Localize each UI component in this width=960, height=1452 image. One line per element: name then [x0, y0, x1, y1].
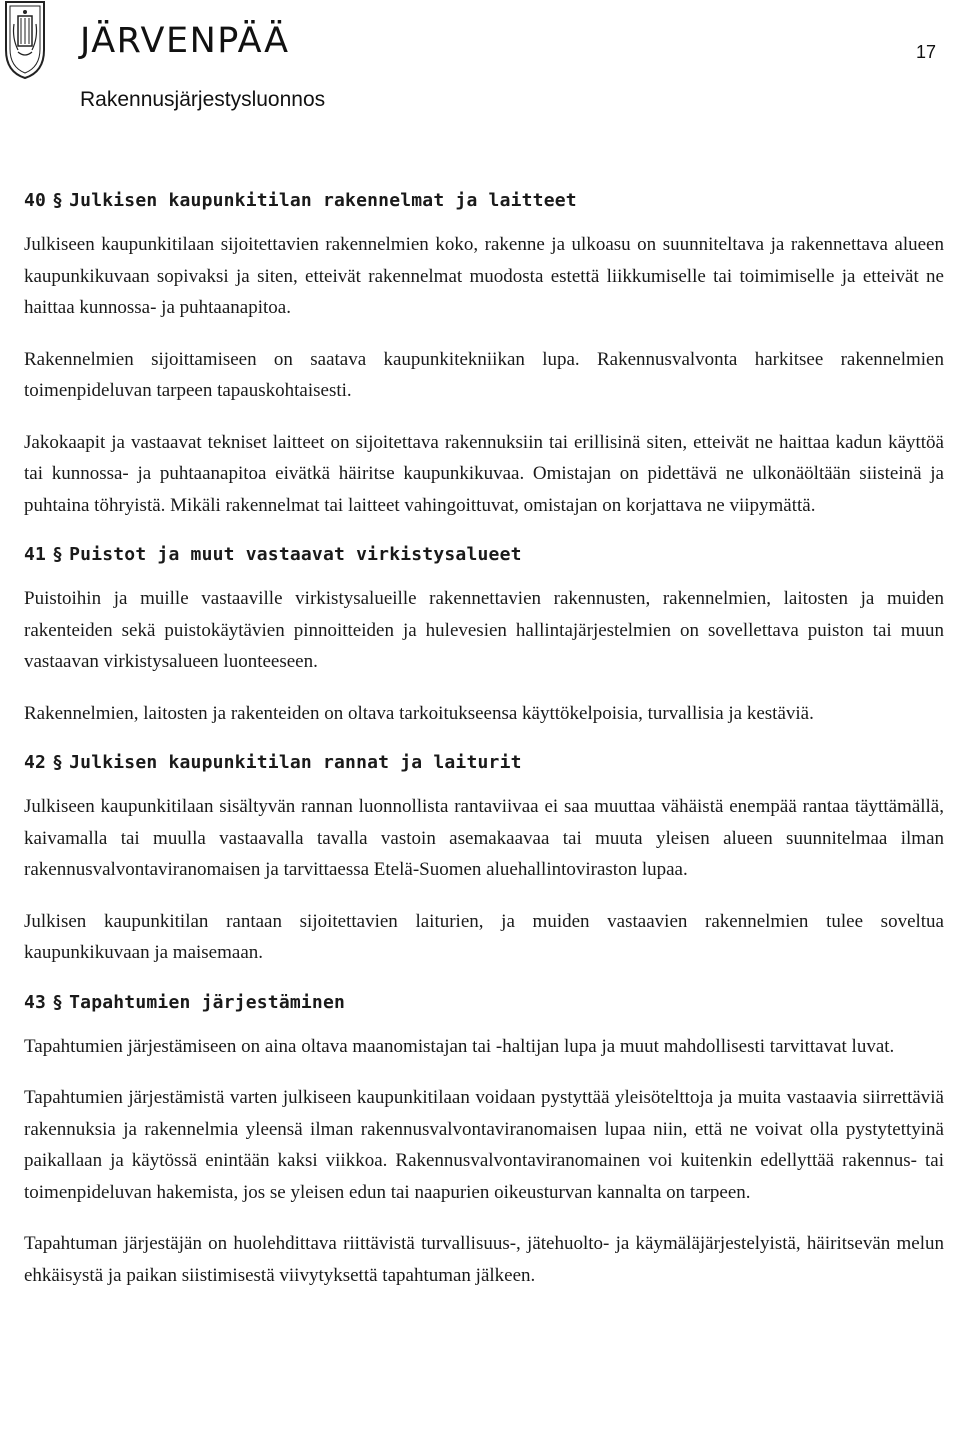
- paragraph: Tapahtumien järjestämistä varten julkiseen kaupunkitilaan voidaan pystyttää yleisötelttoja ja muita vastaavia siirrettäviä rakennuksia ja rakennelmia yleensä ilman rakennusvalvontaviranomaisen lupaa niin, että ne voivat olla pystytettyinä paikallaan ja käytössä enintään kaksi viikkoa. Rakennusvalvontaviranomainen voi kuitenkin edellyttää rakennus- tai toimenpideluvan hakemista, jos se yleisen edun tai naapurien oikeusturvan kannalta on tarpeen.: [24, 1087, 944, 1203]
- section-heading: [24, 541, 944, 569]
- section-43: [24, 989, 944, 1292]
- page-number: 17: [915, 42, 936, 62]
- section-42: [24, 749, 944, 969]
- paragraph-symbol: §: [52, 544, 64, 565]
- paragraph-symbol: §: [52, 991, 64, 1013]
- paragraph: Julkiseen kaupunkitilaan sijoitettavien rakennelmien koko, rakenne ja ulkoasu on suunniteltava ja rakennettava alueen kaupunkikuvaan sopivaksi ja siten, etteivät rakennelmat muodosta estettä liikkumiselle tai toimimiselle ja etteivät ne haittaa kunnossa- ja puhtaanapitoa.: [24, 234, 944, 318]
- paragraph: Julkisen kaupunkitilan rantaan sijoitettavien laiturien, ja muiden vastaavien rakennelmien tulee soveltua kaupunkikuvaan ja maisemaan.: [24, 910, 944, 963]
- section-number: 40: [24, 190, 47, 211]
- document-subtitle: Rakennusjärjestysluonnos: [80, 88, 326, 111]
- section-heading: [24, 187, 944, 215]
- section-number: 43: [24, 991, 47, 1013]
- section-title: Julkisen kaupunkitilan rannat ja laiturit: [69, 752, 522, 773]
- document-header: [0, 0, 960, 120]
- paragraph: Puistoihin ja muille vastaaville virkistysalueille rakennettavien rakennusten, rakennelmien, laitosten ja muiden rakenteiden sekä puistokäytävien pinnoitteiden ja hulevesien hallintajärjestelmien on sovellettava puiston tai muun vastaavan virkistysalueen luonteeseen.: [24, 588, 944, 672]
- section-title: Tapahtumien järjestäminen: [69, 991, 346, 1013]
- paragraph-symbol: §: [52, 190, 64, 211]
- section-heading: [24, 989, 944, 1017]
- paragraph: Jakokaapit ja vastaavat tekniset laitteet on sijoitettava rakennuksiin tai erillisinä siten, etteivät ne haittaa kadun käyttöä tai kunnossa- ja puhtaanapitoa eivätkä häiritse kaupunkikuvaa. Omistajan on pidettävä ne ulkonäöltään siisteinä ja puhtaina töhryistä. Mikäli rakennelmat tai laitteet vahingoittuvat, omistajan on korjattava ne viipymättä.: [24, 431, 944, 516]
- section-heading: [24, 749, 944, 777]
- section-title: Puistot ja muut vastaavat virkistysalueet: [69, 544, 522, 565]
- section-title: Julkisen kaupunkitilan rakennelmat ja laitteet: [69, 190, 577, 211]
- document-body: [24, 187, 944, 1311]
- paragraph: Tapahtumien järjestämiseen on aina oltava maanomistajan tai -haltijan lupa ja muut mahdollisesti tarvittavat luvat.: [24, 1035, 895, 1057]
- paragraph: Rakennelmien, laitosten ja rakenteiden on oltava tarkoitukseensa käyttökelpoisia, turvallisia ja kestäviä.: [24, 702, 814, 724]
- city-name: JÄRVENPÄÄ: [80, 21, 290, 61]
- paragraph: Rakennelmien sijoittamiseen on saatava kaupunkitekniikan lupa. Rakennusvalvonta harkitsee rakennelmien toimenpideluvan tarpeen tapauskohtaisesti.: [24, 348, 944, 401]
- paragraph: Tapahtuman järjestäjän on huolehdittava riittävistä turvallisuus-, jätehuolto- ja käymäläjärjestelyistä, häiritsevän melun ehkäisystä ja paikan siistimisestä viivytyksettä tapahtuman jälkeen.: [24, 1233, 944, 1286]
- section-number: 41: [24, 544, 47, 565]
- section-number: 42: [24, 752, 47, 773]
- paragraph: Julkiseen kaupunkitilaan sisältyvän rannan luonnollista rantaviivaa ei saa muuttaa vähäistä enempää rantaa täyttämällä, kaivamalla tai muulla vastaavalla tavalla vastoin asemakaavaa tai muuta yleisen alueen suunnitelmaa ilman rakennusvalvontaviranomaisen ja tarvittaessa Etelä-Suomen aluehallintoviraston lupaa.: [24, 796, 944, 880]
- section-40: [24, 187, 944, 521]
- paragraph-symbol: §: [52, 752, 64, 773]
- city-crest-icon: [4, 0, 46, 80]
- section-41: [24, 541, 944, 729]
